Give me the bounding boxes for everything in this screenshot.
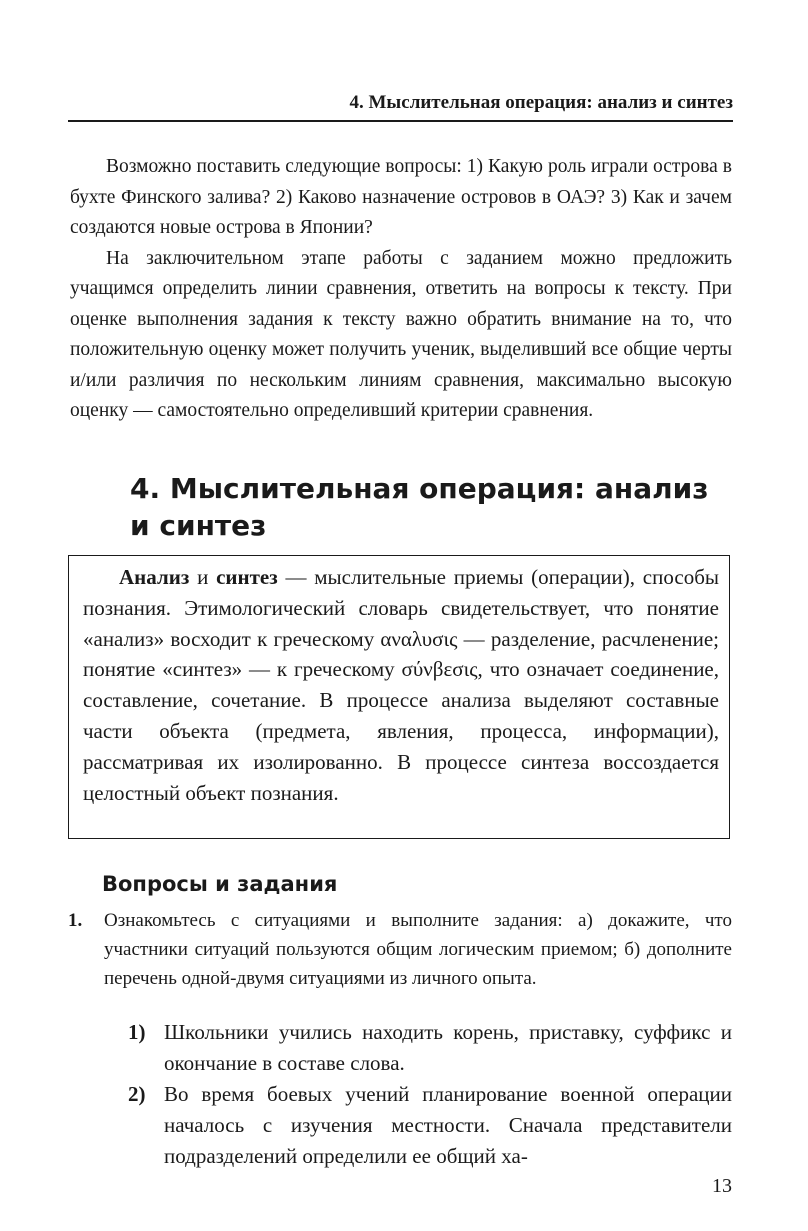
task-item (68, 906, 732, 993)
definition-text (83, 562, 719, 808)
intro-paragraph: На заключительном этапе работы с заданием можно предложить учащимся определить линии сравнения, ответить на вопросы к тексту. При оценке выполнения задания к тексту важно обратить внимание на то, что положительную оценку может получить ученик, выделивший все общие черты и/или различия по нескольким линиям сравнения, максимально высокую оценку — самостоятельно определивший критерии сравнения. (70, 247, 732, 421)
situation-text: Школьники учились находить корень, приставку, суффикс и окончание в составе слова. (164, 1020, 732, 1075)
task-number: 1. (68, 910, 83, 931)
situation-number: 1) (128, 1020, 146, 1044)
intro-paragraph: Возможно поставить следующие вопросы: 1) Какую роль играли острова в бухте Финского залива? 2) Каково назначение островов в ОАЭ? 3) Как и зачем создаются новые острова в Японии? (70, 156, 732, 238)
page-number: 13 (712, 1175, 732, 1197)
term-synthesis: синтез (216, 565, 278, 589)
task-text: Ознакомьтесь с ситуациями и выполните задания: а) докажите, что участники ситуаций пользуются общим логическим приемом; б) дополните перечень одной-двумя ситуациями из личного опыта. (104, 910, 732, 989)
definition-conjunction: и (189, 565, 217, 589)
situation-item (128, 1079, 732, 1172)
situation-text: Во время боевых учений планирование военной операции началось с изучения местности. Сначала представители подразделений определили ее общий ха- (164, 1082, 732, 1168)
definition-box (68, 555, 730, 839)
questions-title: Вопросы и задания (102, 872, 338, 896)
term-analysis: Анализ (119, 565, 190, 589)
intro-text (70, 152, 732, 427)
situation-number: 2) (128, 1082, 146, 1106)
definition-body: — мыслительные приемы (операции), способы познания. Этимологический словарь свидетельствует, что понятие «анализ» восходит к греческому αναλυσις — разделение, расчленение; понятие «синтез» — к греческому σύνβεσις, что означает соединение, составление, сочетание. В процессе анализа выделяют составные части объекта (предмета, явления, процесса, информации), рассматривая их изолированно. В процессе синтеза воссоздается целостный объект познания. (83, 565, 719, 805)
situation-item (128, 1017, 732, 1079)
section-title: 4. Мыслительная операция: анализ и синтез (130, 472, 709, 542)
running-head: 4. Мыслительная операция: анализ и синтез (68, 90, 733, 122)
